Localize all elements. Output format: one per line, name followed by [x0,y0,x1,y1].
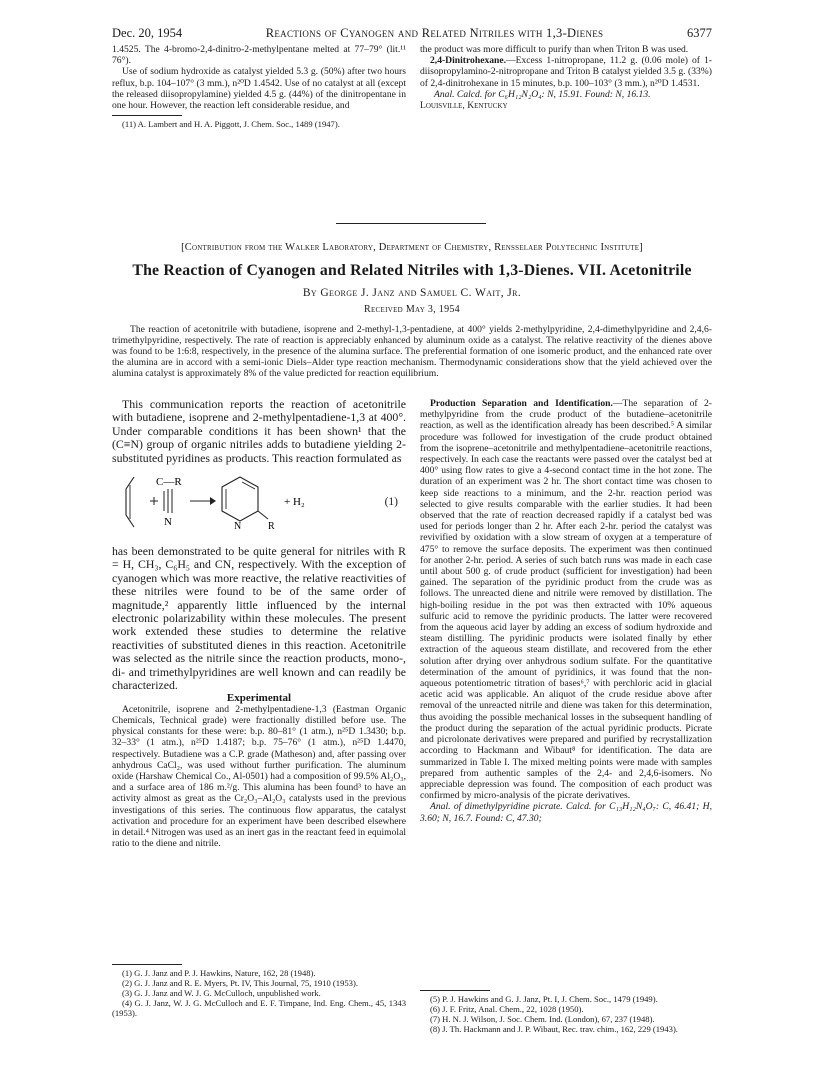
picrate-analysis: Anal. of dimethylpyridine picrate. Calcd. for C₁₃H₁₂N₄O₇: C, 46.41; H, 3.60; N, 16.7. Found: C, 47.30; [420,801,712,824]
abstract: The reaction of acetonitrile with butadiene, isoprene and 2-methyl-1,3-pentadiene, at 400° yields 2-methylpyridine, 2,4-dimethylpyridine and 2,4,6-trimethylpyridine, respectively. The rate of reaction is appreciably enhanced by aluminum oxide as a catalyst. The relative reactivity of the dienes above was found to be 1:6:8, respectively, in the presence of the alumina surface. The preferential formation of one isomeric product, and the enhanced rate over the alumina are in accord with a semi-ionic Diels–Alder type reaction mechanism. Thermodynamic considerations show that the yield achieved over the alumina catalyst is approximately 8% of the value predicted for reaction equilibrium. [112,324,712,380]
footnote-rule [112,115,182,116]
affiliation: [Contribution from the Walker Laboratory, Department of Chemistry, Rensselaer Polytechnic Institute] [181,242,643,253]
footnote-rule [420,990,490,991]
footnote-4: (4) G. J. Janz, W. J. G. McCulloch and E. F. Timpane, Ind. Eng. Chem., 45, 1343 (1953). [112,998,406,1018]
experimental-heading: Experimental [226,691,292,704]
prev-right-location: Louisville, Kentucky [420,100,508,112]
footnote-2: (2) G. J. Janz and R. E. Myers, Pt. IV, This Journal, 75, 1910 (1953). [122,978,358,988]
intro-paragraph: This communication reports the reaction of acetonitrile with butadiene, isoprene and 2-methylpentadiene-1,3 at 400°. Under comparable conditions it has been shown¹ that the (C≡N) group of organic nitriles adds to butadiene yielding 2-substituted pyridines as products. This reaction formulated as [112,397,406,465]
reaction-scheme-diagram [122,467,352,543]
right-footnotes [420,990,712,1034]
experimental-paragraph: Acetonitrile, isoprene and 2-methylpentadiene-1,3 (Eastman Organic Chemicals, Technical grade) were fractionally distilled before use. The physical constants for these were: b.p. 80–81° (1 atm.), n²⁵D 1.3430; b.p. 32–33° (1 atm.), n²⁵D 1.4187; b.p. 75–76° (1 atm.), n²⁵D 1.4470, respectively. Butadiene was a C.P. grade (Matheson) and, after passing over anhydrous CaCl₂, was used without further purification. The aluminum oxide (Harshaw Chemical Co., Al-0501) had a composition of 99.5% Al₂O₃, and a surface area of 186 m.²/g. This alumina has been found³ to have an activity almost as great as the Cr₂O₃–Al₂O₃ catalysts used in the previous investigations of this series. The continuous flow apparatus, the catalyst activation and procedure for an experiment have been described elsewhere in detail.⁴ Nitrogen was used as an inert gas in the reactant feed in equimolal ratio to the diene and nitrile. [112,703,406,850]
prev-right-paragraph-2 [420,55,712,89]
previous-article-right-column [420,44,712,111]
footnote-7: (7) H. N. J. Wilson, J. Soc. Chem. Ind. (London), 67, 237 (1948). [430,1014,655,1024]
previous-article-left-column [112,44,406,129]
header-page-number: 6377 [686,26,712,40]
received-date: Received May 3, 1954 [364,304,460,315]
article-right-column [420,398,712,824]
prev-left-footnote: (11) A. Lambert and H. A. Piggott, J. Chem. Soc., 1489 (1947). [122,119,340,130]
dinitrohexane-text: —Excess 1-nitropropane, 11.2 g. (0.06 mole) of 1-diisopropylamino-2-nitropropane and Triton B catalyst yielded 3.5 g. (33%) of 2,4-dinitrohexane in 15 minutes, b.p. 100–103° (3 mm.), n²⁰D 1.4531. [420,55,712,89]
footnote-1: (1) G. J. Janz and P. J. Hawkins, Nature, 162, 28 (1948). [122,968,316,978]
after-equation-paragraph: has been demonstrated to be quite general for nitriles with R = H, CH₃, C₆H₅ and CN, respectively. With the exception of cyanogen which was more reactive, the relative reactivities of these nitriles were found to be of the same order of magnitude,² apparently little influenced by the internal electronic polarizability within these molecules. The present work extended these studies to determine the relative reactivities of substituted dienes in this reaction. Acetonitrile was selected as the nitrile since the reaction products, mono-, di- and trimethylpyridines are well known and can readily be characterized. [112,544,406,693]
left-footnotes [112,964,406,1018]
prev-right-paragraph-1: the product was more difficult to purify than when Triton B was used. [420,44,689,55]
nitrile-nitrogen-label: N [164,516,172,529]
production-separation-paragraph [420,398,712,801]
production-separation-text: —The separation of 2-methylpyridine from the crude product of the butadiene–acetonitrile reaction, as well as the identification already has been described.⁵ A similar procedure was followed for investigation of the crude product obtained from the isoprene–acetonitrile and methylpentadiene–acetonitrile reactions, respectively. In each case the reactants were passed over the catalyst bed at 400° using flow rates to give a 4-second contact time in the hot zone. The duration of an experiment was 2 hr. The short contact time was chosen to keep side reactions to a minimum, and the 2-hr. reaction period was selected to give results comparable with the earlier studies. It had been observed that the rate of reaction decreased rapidly if a catalyst bed was used for periods longer than 2 hr. After each 2-hr. period the catalyst was revivified by oxidation with a slow stream of oxygen at a temperature of 475° to remove the surface deposits. The experiment was then continued for another 2-hr. period. A series of such batch runs was made in each case until about 500 g. of crude product (sufficient for investigation) had been gained. The separation of the pyridinic product from the crude was as follows. The unreacted diene and nitrile were removed by distillation. The high-boiling residue in the pot was then extracted with 10% aqueous sulfuric acid to remove the pyridinic products. The latter were recovered from the aqueous acid layer by adding an excess of sodium hydroxide and steam distilling. The pyridinic products were isolated finally by ether extraction of the aqueous steam distillate, and recovered from the ether solution after drying over anhydrous sodium sulfate. For the quantitative determination of the amount of pyridinics, it was found that the non-aqueous potentiometric titration of bases⁶,⁷ with perchloric acid in glacial acetic acid was applicable. An aliquot of the crude residue above after removal of the unreacted nitrile and diene was taken for this determination, thus avoiding the possible mechanical losses in the subsequent handling of the product during the separation of the actual pyridinic products. Picrate and picrolonate derivatives were prepared and purified by recrystallization according to Hackmann and Wibaut⁸ for identification. The data are summarized in Table I. The mixed melting points were made with samples prepared from authentic samples of the 2,4- and 2,4,6-isomers. No appreciable depression was found. The composition of each product was confirmed by micro-analysis of the picrate derivatives. [420,398,712,802]
prev-left-paragraph-2: Use of sodium hydroxide as catalyst yielded 5.3 g. (50%) after two hours reflux, b.p. 104–107° (3 mm.), n²⁰D 1.4542. Use of no catalyst at all (except the released diisopropylamine) yielded 4.5 g. (44%) of the dinitropentane in one hour. However, the reaction left considerable residue, and [112,66,406,112]
page-header [112,26,712,41]
prev-left-paragraph-1: 1.4525. The 4-bromo-2,4-dinitro-2-methylpentane melted at 77–79° (lit.¹¹ 76°). [112,44,406,67]
footnote-rule [112,964,182,965]
equation-number: (1) [384,496,398,509]
pyridine-nitrogen-label: N [234,521,242,533]
hydrogen-product-label: + H₂ [284,496,305,509]
reaction-equation [112,467,406,543]
article-title: The Reaction of Cyanogen and Related Nitriles with 1,3-Dienes. VII. Acetonitrile [132,262,692,279]
production-separation-heading: Production Separation and Identification. [430,398,613,409]
header-date: Dec. 20, 1954 [112,26,183,40]
footnote-5: (5) P. J. Hawkins and G. J. Janz, Pt. I, J. Chem. Soc., 1479 (1949). [430,994,658,1004]
footnote-8: (8) J. Th. Hackmann and J. P. Wibaut, Rec. trav. chim., 162, 229 (1943). [430,1024,678,1034]
article-separator-rule [336,223,486,224]
nitrile-group-label: C—R [156,476,182,489]
authors: By George J. Janz and Samuel C. Wait, Jr. [302,287,522,299]
footnote-6: (6) J. F. Fritz, Anal. Chem., 22, 1028 (1950). [430,1004,584,1014]
prev-right-analysis: Anal. Calcd. for C₆H₁₂N₂O₄: N, 15.91. Found: N, 16.13. [434,88,651,100]
header-running-title: Reactions of Cyanogen and Related Nitriles with 1,3-Dienes [265,26,604,40]
dinitrohexane-heading: 2,4-Dinitrohexane. [430,55,507,67]
article-left-column [112,398,406,849]
footnote-3: (3) G. J. Janz and W. J. G. McCulloch, unpublished work. [122,988,321,998]
substituent-r-label: R [268,521,275,533]
